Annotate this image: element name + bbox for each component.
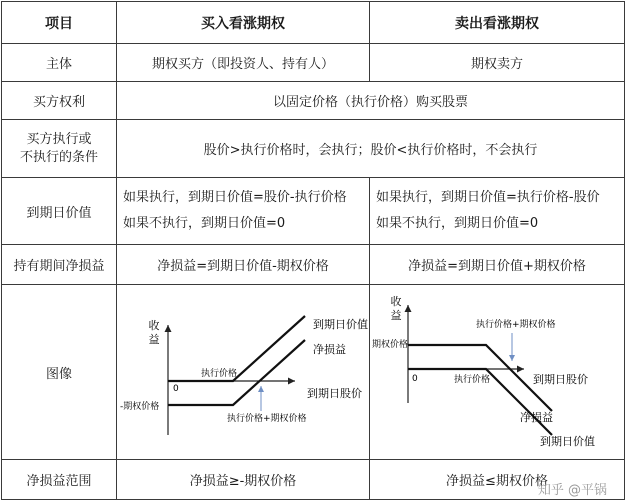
option-comparison-table (1, 1, 625, 500)
sell-premium-label: 期权价格 (372, 340, 409, 350)
sell-breakeven-label: 执行价格+期权价格 (476, 320, 556, 330)
expiry-sell-line2: 如果不执行，到期日价值=0 (376, 216, 539, 231)
row-condition (2, 120, 625, 178)
condition-label-line1: 买方执行或 (26, 131, 92, 147)
sell-x-label: 到期日股价 (533, 373, 588, 386)
expiry-sell (370, 178, 625, 245)
sell-line-profit-label: 净损益 (520, 411, 553, 424)
row-expiry-value (2, 178, 625, 245)
row-right (2, 82, 625, 120)
right-label: 买方权利 (2, 82, 117, 120)
expiry-buy-line2: 如果不执行，到期日价值=0 (123, 216, 286, 231)
subject-buy: 期权买方（即投资人、持有人） (117, 44, 370, 82)
buy-neg-premium-label: -期权价格 (120, 402, 160, 412)
expiry-label: 到期日价值 (2, 178, 117, 245)
row-graph (2, 285, 625, 460)
buy-y-label-1: 收 (148, 319, 160, 332)
range-sell: 净损益≤期权价格 (370, 460, 625, 500)
header-sell-call: 卖出看涨期权 (370, 2, 625, 44)
range-label: 净损益范围 (2, 460, 117, 500)
net-profit-label: 持有期间净损益 (2, 245, 117, 285)
expiry-buy-line1: 如果执行，到期日价值=股价-执行价格 (123, 190, 347, 205)
row-net-profit (2, 245, 625, 285)
sell-y-label-2: 益 (390, 309, 402, 322)
buy-line-value-label: 到期日价值 (313, 318, 368, 331)
sell-y-label-1: 收 (390, 295, 402, 308)
graph-buy-cell (117, 285, 370, 460)
range-buy: 净损益≥-期权价格 (117, 460, 370, 500)
expiry-buy (117, 178, 370, 245)
expiry-sell-line1: 如果执行，到期日价值=执行价格-股价 (376, 190, 600, 205)
watermark: 知乎 @平锅 (537, 483, 607, 498)
graph-label: 图像 (2, 285, 117, 460)
buy-origin-label: 0 (173, 384, 179, 394)
header-item: 项目 (2, 2, 117, 44)
condition-label-line2: 不执行的条件 (19, 149, 98, 165)
condition-value: 股价>执行价格时，会执行；股价<执行价格时，不会执行 (117, 120, 625, 178)
header-row (2, 2, 625, 44)
net-profit-buy: 净损益=到期日价值-期权价格 (117, 245, 370, 285)
subject-sell: 期权卖方 (370, 44, 625, 82)
buy-breakeven-label: 执行价格+期权价格 (227, 414, 307, 424)
buy-x-label: 到期日股价 (307, 387, 362, 400)
condition-label (2, 120, 117, 178)
right-value: 以固定价格（执行价格）购买股票 (117, 82, 625, 120)
sell-call-payoff-diagram (370, 285, 624, 459)
graph-sell-cell (370, 285, 625, 460)
buy-y-label-2: 益 (148, 333, 160, 346)
header-buy-call: 买入看涨期权 (117, 2, 370, 44)
net-profit-sell: 净损益=到期日价值+期权价格 (370, 245, 625, 285)
subject-label: 主体 (2, 44, 117, 82)
row-subject (2, 44, 625, 82)
row-range (2, 460, 625, 500)
buy-call-payoff-diagram (117, 285, 369, 459)
sell-strike-label: 执行价格 (454, 375, 491, 385)
sell-line-value-label: 到期日价值 (540, 435, 595, 448)
buy-strike-label: 执行价格 (201, 369, 238, 379)
buy-line-profit-label: 净损益 (313, 343, 346, 356)
sell-origin-label: 0 (412, 374, 418, 384)
